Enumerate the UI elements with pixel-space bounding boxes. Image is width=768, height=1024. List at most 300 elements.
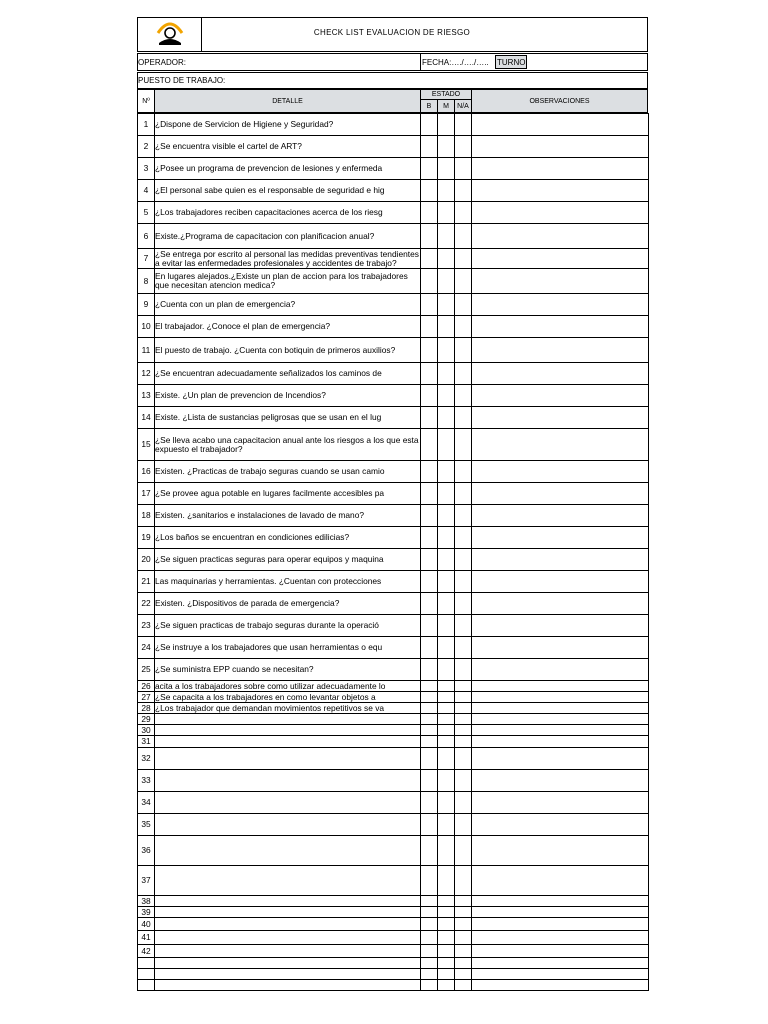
row-detail: ¿Los baños se encuentran en condiciones edilicias? xyxy=(155,527,421,549)
table-row xyxy=(138,681,649,692)
observaciones-cell[interactable] xyxy=(472,505,649,527)
estado-b-cell[interactable] xyxy=(421,294,438,316)
estado-m-cell[interactable] xyxy=(438,637,455,659)
row-number: 37 xyxy=(138,866,155,896)
estado-m-cell[interactable] xyxy=(438,429,455,461)
table-row xyxy=(138,114,649,136)
estado-m-cell[interactable] xyxy=(438,866,455,896)
estado-b-cell[interactable] xyxy=(421,836,438,866)
estado-b-cell[interactable] xyxy=(421,896,438,907)
table-row xyxy=(138,180,649,202)
estado-b-cell[interactable] xyxy=(421,681,438,692)
estado-na-cell[interactable] xyxy=(455,969,472,980)
table-row xyxy=(138,748,649,770)
estado-na-cell[interactable] xyxy=(455,571,472,593)
estado-b-cell[interactable] xyxy=(421,958,438,969)
row-number: 40 xyxy=(138,918,155,931)
estado-na-cell[interactable] xyxy=(455,505,472,527)
estado-b-cell[interactable] xyxy=(421,461,438,483)
row-number: 9 xyxy=(138,294,155,316)
estado-b-cell[interactable] xyxy=(421,224,438,249)
observaciones-cell[interactable] xyxy=(472,958,649,969)
observaciones-cell[interactable] xyxy=(472,896,649,907)
table-row xyxy=(138,158,649,180)
observaciones-cell[interactable] xyxy=(472,866,649,896)
estado-b-cell[interactable] xyxy=(421,527,438,549)
observaciones-cell[interactable] xyxy=(472,385,649,407)
estado-na-cell[interactable] xyxy=(455,714,472,725)
row-detail: ¿Se entrega por escrito al personal las medidas preventivas tendientes a evitar las enfermedades profesionales y accidentes de trabajo? xyxy=(155,248,419,268)
estado-na-cell[interactable] xyxy=(455,931,472,945)
col-na-header: N/A xyxy=(454,99,472,113)
table-row xyxy=(138,907,649,918)
estado-m-cell[interactable] xyxy=(438,407,455,429)
estado-m-cell[interactable] xyxy=(438,814,455,836)
row-detail xyxy=(155,969,421,980)
row-detail: ¿Se encuentran adecuadamente señalizados los caminos de xyxy=(155,363,421,385)
table-row xyxy=(138,407,649,429)
estado-m-cell[interactable] xyxy=(438,114,455,136)
row-number: 18 xyxy=(138,505,155,527)
estado-na-cell[interactable] xyxy=(455,407,472,429)
row-number: 11 xyxy=(138,338,155,363)
observaciones-cell[interactable] xyxy=(472,114,649,136)
estado-b-cell[interactable] xyxy=(421,269,438,294)
estado-na-cell[interactable] xyxy=(455,269,472,294)
estado-na-cell[interactable] xyxy=(455,294,472,316)
row-number xyxy=(138,969,155,980)
estado-m-cell[interactable] xyxy=(438,692,455,703)
estado-m-cell[interactable] xyxy=(438,703,455,714)
estado-na-cell[interactable] xyxy=(455,659,472,681)
estado-b-cell[interactable] xyxy=(421,338,438,363)
observaciones-cell[interactable] xyxy=(472,714,649,725)
estado-na-cell[interactable] xyxy=(455,681,472,692)
observaciones-cell[interactable] xyxy=(472,269,649,294)
row-detail xyxy=(155,814,421,836)
estado-na-cell[interactable] xyxy=(455,180,472,202)
estado-na-cell[interactable] xyxy=(455,736,472,748)
row-number: 31 xyxy=(138,736,155,748)
estado-na-cell[interactable] xyxy=(455,896,472,907)
col-num-header: Nº xyxy=(137,89,155,113)
row-detail: ¿Se provee agua potable en lugares facilmente accesibles pa xyxy=(155,483,421,505)
estado-na-cell[interactable] xyxy=(455,483,472,505)
observaciones-cell[interactable] xyxy=(472,748,649,770)
estado-na-cell[interactable] xyxy=(455,136,472,158)
table-row xyxy=(138,615,649,637)
estado-b-cell[interactable] xyxy=(421,931,438,945)
estado-m-cell[interactable] xyxy=(438,338,455,363)
estado-m-cell[interactable] xyxy=(438,836,455,866)
estado-b-cell[interactable] xyxy=(421,792,438,814)
estado-m-cell[interactable] xyxy=(438,931,455,945)
table-row xyxy=(138,202,649,224)
observaciones-cell[interactable] xyxy=(472,429,649,461)
row-number: 5 xyxy=(138,202,155,224)
estado-na-cell[interactable] xyxy=(455,316,472,338)
estado-b-cell[interactable] xyxy=(421,714,438,725)
estado-na-cell[interactable] xyxy=(455,637,472,659)
row-number: 20 xyxy=(138,549,155,571)
estado-na-cell[interactable] xyxy=(455,461,472,483)
estado-b-cell[interactable] xyxy=(421,659,438,681)
row-number: 2 xyxy=(138,136,155,158)
row-number: 10 xyxy=(138,316,155,338)
observaciones-cell[interactable] xyxy=(472,792,649,814)
observaciones-cell[interactable] xyxy=(472,249,649,269)
table-row xyxy=(138,136,649,158)
estado-b-cell[interactable] xyxy=(421,980,438,991)
row-number: 22 xyxy=(138,593,155,615)
col-b-header: B xyxy=(420,99,438,113)
row-number: 7 xyxy=(138,249,155,269)
observaciones-cell[interactable] xyxy=(472,593,649,615)
estado-na-cell[interactable] xyxy=(455,945,472,958)
estado-b-cell[interactable] xyxy=(421,615,438,637)
row-detail: ¿Posee un programa de prevencion de lesiones y enfermeda xyxy=(155,158,421,180)
row-detail: Las maquinarias y herramientas. ¿Cuentan con protecciones xyxy=(155,571,421,593)
estado-b-cell[interactable] xyxy=(421,202,438,224)
row-detail: El trabajador. ¿Conoce el plan de emergencia? xyxy=(155,316,421,338)
estado-b-cell[interactable] xyxy=(421,483,438,505)
table-row xyxy=(138,958,649,969)
row-number: 28 xyxy=(138,703,155,714)
col-detalle-header: DETALLE xyxy=(154,89,421,113)
estado-m-cell[interactable] xyxy=(438,593,455,615)
row-detail xyxy=(155,980,421,991)
estado-na-cell[interactable] xyxy=(455,958,472,969)
row-detail xyxy=(155,714,421,725)
row-number: 15 xyxy=(138,429,155,461)
observaciones-cell[interactable] xyxy=(472,615,649,637)
estado-m-cell[interactable] xyxy=(438,294,455,316)
estado-b-cell[interactable] xyxy=(421,593,438,615)
estado-m-cell[interactable] xyxy=(438,748,455,770)
row-number xyxy=(138,958,155,969)
estado-m-cell[interactable] xyxy=(438,896,455,907)
row-detail: Existe. ¿Un plan de prevencion de Incendios? xyxy=(155,385,421,407)
estado-b-cell[interactable] xyxy=(421,505,438,527)
estado-m-cell[interactable] xyxy=(438,792,455,814)
observaciones-cell[interactable] xyxy=(472,158,649,180)
estado-na-cell[interactable] xyxy=(455,338,472,363)
table-row xyxy=(138,505,649,527)
estado-b-cell[interactable] xyxy=(421,918,438,931)
row-detail: Existe. ¿Lista de sustancias peligrosas que se usan en el lug xyxy=(155,407,421,429)
operador-row xyxy=(137,53,648,71)
estado-m-cell[interactable] xyxy=(438,505,455,527)
estado-na-cell[interactable] xyxy=(455,549,472,571)
estado-m-cell[interactable] xyxy=(438,736,455,748)
estado-b-cell[interactable] xyxy=(421,385,438,407)
observaciones-cell[interactable] xyxy=(472,549,649,571)
row-detail xyxy=(155,770,421,792)
row-detail xyxy=(155,958,421,969)
estado-na-cell[interactable] xyxy=(455,615,472,637)
row-number: 29 xyxy=(138,714,155,725)
observaciones-cell[interactable] xyxy=(472,969,649,980)
row-number: 33 xyxy=(138,770,155,792)
row-detail: ¿Se suministra EPP cuando se necesitan? xyxy=(155,659,421,681)
observaciones-cell[interactable] xyxy=(472,703,649,714)
estado-b-cell[interactable] xyxy=(421,363,438,385)
table-row xyxy=(138,896,649,907)
estado-b-cell[interactable] xyxy=(421,907,438,918)
row-detail: ¿Se siguen practicas seguras para operar equipos y maquina xyxy=(155,549,421,571)
estado-b-cell[interactable] xyxy=(421,180,438,202)
row-number: 26 xyxy=(138,681,155,692)
observaciones-cell[interactable] xyxy=(472,483,649,505)
table-row xyxy=(138,483,649,505)
row-detail xyxy=(155,736,421,748)
row-detail xyxy=(155,907,421,918)
observaciones-cell[interactable] xyxy=(472,736,649,748)
observaciones-cell[interactable] xyxy=(472,659,649,681)
observaciones-cell[interactable] xyxy=(472,461,649,483)
table-row xyxy=(138,945,649,958)
observaciones-cell[interactable] xyxy=(472,918,649,931)
table-row xyxy=(138,969,649,980)
estado-m-cell[interactable] xyxy=(438,980,455,991)
estado-na-cell[interactable] xyxy=(455,692,472,703)
row-number: 4 xyxy=(138,180,155,202)
row-detail: ¿Se lleva acabo una capacitacion anual ante los riesgos a los que esta expuesto el trabajador? xyxy=(155,429,421,461)
estado-m-cell[interactable] xyxy=(438,180,455,202)
table-row xyxy=(138,249,649,269)
row-number: 23 xyxy=(138,615,155,637)
row-detail: Existe.¿Programa de capacitacion con planificacion anual? xyxy=(155,224,421,249)
estado-m-cell[interactable] xyxy=(438,907,455,918)
estado-b-cell[interactable] xyxy=(421,316,438,338)
row-number: 17 xyxy=(138,483,155,505)
estado-b-cell[interactable] xyxy=(421,571,438,593)
estado-b-cell[interactable] xyxy=(421,114,438,136)
observaciones-cell[interactable] xyxy=(472,836,649,866)
col-m-header: M xyxy=(437,99,455,113)
estado-na-cell[interactable] xyxy=(455,249,472,269)
table-row xyxy=(138,429,649,461)
row-number: 39 xyxy=(138,907,155,918)
estado-b-cell[interactable] xyxy=(421,814,438,836)
observaciones-cell[interactable] xyxy=(472,180,649,202)
row-number: 30 xyxy=(138,725,155,736)
observaciones-cell[interactable] xyxy=(472,407,649,429)
row-detail: acita a los trabajadores sobre como utilizar adecuadamente lo xyxy=(155,681,421,692)
row-number: 32 xyxy=(138,748,155,770)
estado-b-cell[interactable] xyxy=(421,945,438,958)
estado-b-cell[interactable] xyxy=(421,866,438,896)
estado-na-cell[interactable] xyxy=(455,725,472,736)
estado-m-cell[interactable] xyxy=(438,461,455,483)
row-detail: ¿Dispone de Servicion de Higiene y Seguridad? xyxy=(155,114,421,136)
estado-na-cell[interactable] xyxy=(455,429,472,461)
observaciones-cell[interactable] xyxy=(472,294,649,316)
row-number: 36 xyxy=(138,836,155,866)
table-row xyxy=(138,714,649,725)
row-number xyxy=(138,980,155,991)
row-detail xyxy=(155,931,421,945)
row-detail xyxy=(155,748,421,770)
table-row xyxy=(138,736,649,748)
observaciones-cell[interactable] xyxy=(472,224,649,249)
observaciones-cell[interactable] xyxy=(472,770,649,792)
table-row xyxy=(138,363,649,385)
table-row xyxy=(138,269,649,294)
estado-na-cell[interactable] xyxy=(455,703,472,714)
estado-m-cell[interactable] xyxy=(438,136,455,158)
puesto-label: PUESTO DE TRABAJO: xyxy=(138,76,226,85)
estado-na-cell[interactable] xyxy=(455,907,472,918)
estado-b-cell[interactable] xyxy=(421,158,438,180)
table-row xyxy=(138,931,649,945)
estado-m-cell[interactable] xyxy=(438,659,455,681)
table-row xyxy=(138,866,649,896)
estado-na-cell[interactable] xyxy=(455,748,472,770)
estado-na-cell[interactable] xyxy=(455,202,472,224)
estado-na-cell[interactable] xyxy=(455,770,472,792)
observaciones-cell[interactable] xyxy=(472,907,649,918)
estado-b-cell[interactable] xyxy=(421,770,438,792)
row-number: 12 xyxy=(138,363,155,385)
estado-m-cell[interactable] xyxy=(438,958,455,969)
operador-label: OPERADOR: xyxy=(138,57,187,67)
estado-na-cell[interactable] xyxy=(455,866,472,896)
estado-na-cell[interactable] xyxy=(455,527,472,549)
row-number: 38 xyxy=(138,896,155,907)
observaciones-cell[interactable] xyxy=(472,136,649,158)
estado-m-cell[interactable] xyxy=(438,363,455,385)
logo-icon xyxy=(137,17,202,52)
estado-m-cell[interactable] xyxy=(438,725,455,736)
observaciones-cell[interactable] xyxy=(472,692,649,703)
estado-b-cell[interactable] xyxy=(421,637,438,659)
estado-m-cell[interactable] xyxy=(438,249,455,269)
estado-m-cell[interactable] xyxy=(438,224,455,249)
table-row xyxy=(138,593,649,615)
table-row xyxy=(138,814,649,836)
observaciones-cell[interactable] xyxy=(472,338,649,363)
row-number: 1 xyxy=(138,114,155,136)
estado-na-cell[interactable] xyxy=(455,114,472,136)
observaciones-cell[interactable] xyxy=(472,571,649,593)
row-detail: ¿El personal sabe quien es el responsable de seguridad e hig xyxy=(155,180,421,202)
table-row xyxy=(138,770,649,792)
estado-b-cell[interactable] xyxy=(421,429,438,461)
estado-m-cell[interactable] xyxy=(438,202,455,224)
estado-m-cell[interactable] xyxy=(438,918,455,931)
table-row xyxy=(138,549,649,571)
estado-m-cell[interactable] xyxy=(438,483,455,505)
estado-b-cell[interactable] xyxy=(421,549,438,571)
table-row xyxy=(138,792,649,814)
estado-na-cell[interactable] xyxy=(455,593,472,615)
estado-na-cell[interactable] xyxy=(455,792,472,814)
turno-label: TURNO: xyxy=(495,55,527,69)
observaciones-cell[interactable] xyxy=(472,681,649,692)
observaciones-cell[interactable] xyxy=(472,931,649,945)
row-detail: ¿Se capacita a los trabajadores en como levantar objetos a xyxy=(155,692,421,703)
observaciones-cell[interactable] xyxy=(472,980,649,991)
checklist-table xyxy=(137,113,649,991)
observaciones-cell[interactable] xyxy=(472,527,649,549)
row-number: 16 xyxy=(138,461,155,483)
estado-m-cell[interactable] xyxy=(438,714,455,725)
estado-m-cell[interactable] xyxy=(438,945,455,958)
row-number: 6 xyxy=(138,224,155,249)
row-detail: ¿Se siguen practicas de trabajo seguras durante la operació xyxy=(155,615,421,637)
estado-m-cell[interactable] xyxy=(438,158,455,180)
observaciones-cell[interactable] xyxy=(472,814,649,836)
observaciones-cell[interactable] xyxy=(472,945,649,958)
estado-b-cell[interactable] xyxy=(421,725,438,736)
estado-m-cell[interactable] xyxy=(438,269,455,294)
estado-b-cell[interactable] xyxy=(421,703,438,714)
row-detail xyxy=(155,866,421,896)
estado-b-cell[interactable] xyxy=(421,692,438,703)
estado-na-cell[interactable] xyxy=(455,836,472,866)
observaciones-cell[interactable] xyxy=(472,202,649,224)
row-detail xyxy=(155,918,421,931)
estado-b-cell[interactable] xyxy=(421,736,438,748)
table-row xyxy=(138,527,649,549)
estado-m-cell[interactable] xyxy=(438,571,455,593)
observaciones-cell[interactable] xyxy=(472,725,649,736)
row-detail: ¿Los trabajador que demandan movimientos repetitivos se va xyxy=(155,703,421,714)
estado-na-cell[interactable] xyxy=(455,224,472,249)
row-detail xyxy=(155,792,421,814)
estado-b-cell[interactable] xyxy=(421,407,438,429)
observaciones-cell[interactable] xyxy=(472,316,649,338)
estado-na-cell[interactable] xyxy=(455,363,472,385)
estado-na-cell[interactable] xyxy=(455,918,472,931)
observaciones-cell[interactable] xyxy=(472,637,649,659)
estado-na-cell[interactable] xyxy=(455,980,472,991)
estado-m-cell[interactable] xyxy=(438,969,455,980)
estado-m-cell[interactable] xyxy=(438,549,455,571)
table-row xyxy=(138,918,649,931)
row-number: 24 xyxy=(138,637,155,659)
table-row xyxy=(138,294,649,316)
fecha-label: FECHA:…./…./….. xyxy=(422,57,489,67)
row-detail: Existen. ¿Practicas de trabajo seguras cuando se usan camio xyxy=(155,461,421,483)
estado-na-cell[interactable] xyxy=(455,385,472,407)
estado-m-cell[interactable] xyxy=(438,385,455,407)
estado-na-cell[interactable] xyxy=(455,158,472,180)
estado-b-cell[interactable] xyxy=(421,136,438,158)
estado-b-cell[interactable] xyxy=(421,748,438,770)
observaciones-cell[interactable] xyxy=(472,363,649,385)
estado-m-cell[interactable] xyxy=(438,681,455,692)
estado-m-cell[interactable] xyxy=(438,527,455,549)
estado-na-cell[interactable] xyxy=(455,814,472,836)
estado-m-cell[interactable] xyxy=(438,615,455,637)
estado-b-cell[interactable] xyxy=(421,249,438,269)
table-row xyxy=(138,692,649,703)
table-row xyxy=(138,224,649,249)
table-row xyxy=(138,836,649,866)
estado-m-cell[interactable] xyxy=(438,316,455,338)
col-observaciones-header: OBSERVACIONES xyxy=(471,89,648,113)
row-number: 8 xyxy=(138,269,155,294)
row-detail: ¿Se instruye a los trabajadores que usan herramientas o equ xyxy=(155,637,421,659)
row-number: 13 xyxy=(138,385,155,407)
estado-m-cell[interactable] xyxy=(438,770,455,792)
estado-b-cell[interactable] xyxy=(421,969,438,980)
table-row xyxy=(138,461,649,483)
row-number: 34 xyxy=(138,792,155,814)
table-row xyxy=(138,659,649,681)
